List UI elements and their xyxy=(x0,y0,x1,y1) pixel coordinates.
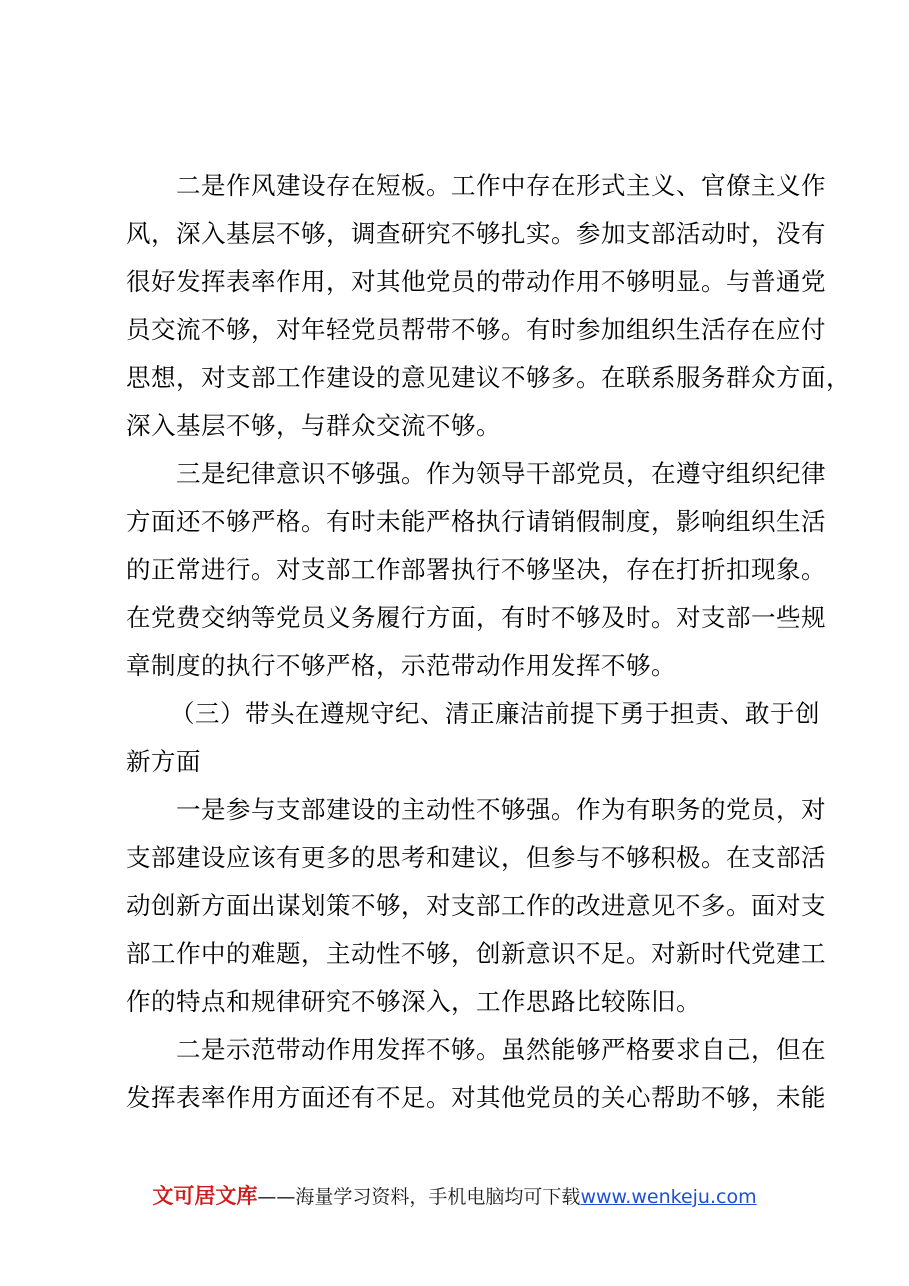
paragraph-line: 一是参与支部建设的主动性不够强。作为有职务的党员，对 xyxy=(176,795,826,824)
footer-url-link[interactable]: www.wenkeju.com xyxy=(580,1186,757,1208)
paragraph-line: 风，深入基层不够，调查研究不够扎实。参加支部活动时，没有 xyxy=(126,219,826,248)
paragraph-line: 在党费交纳等党员义务履行方面，有时不够及时。对支部一些规 xyxy=(126,603,826,632)
paragraph-line: 作的特点和规律研究不够深入，工作思路比较陈旧。 xyxy=(126,987,701,1016)
paragraph-line: 三是纪律意识不够强。作为领导干部党员，在遵守组织纪律 xyxy=(176,459,826,488)
paragraph-line: 深入基层不够，与群众交流不够。 xyxy=(126,411,501,440)
paragraph-line: 方面还不够严格。有时未能严格执行请销假制度，影响组织生活 xyxy=(126,507,826,536)
section-heading: 新方面 xyxy=(126,747,201,776)
paragraph-line: 思想，对支部工作建设的意见建议不够多。在联系服务群众方面， xyxy=(126,363,851,392)
paragraph-line: 二是作风建设存在短板。工作中存在形式主义、官僚主义作 xyxy=(176,171,826,200)
paragraph-line: 支部建设应该有更多的思考和建议，但参与不够积极。在支部活 xyxy=(126,843,826,872)
footer-brand: 文可居文库 xyxy=(152,1184,258,1208)
footer-tagline: ——海量学习资料，手机电脑均可下载 xyxy=(257,1186,581,1208)
paragraph-line: 部工作中的难题，主动性不够，创新意识不足。对新时代党建工 xyxy=(126,939,826,968)
paragraph-line: 员交流不够，对年轻党员帮带不够。有时参加组织生活存在应付 xyxy=(126,315,826,344)
footer-banner xyxy=(0,1180,909,1213)
paragraph-line: 很好发挥表率作用，对其他党员的带动作用不够明显。与普通党 xyxy=(126,267,826,296)
paragraph-line: 章制度的执行不够严格，示范带动作用发挥不够。 xyxy=(126,651,676,680)
paragraph-line: 的正常进行。对支部工作部署执行不够坚决，存在打折扣现象。 xyxy=(126,555,826,584)
paragraph-line: 二是示范带动作用发挥不够。虽然能够严格要求自己，但在 xyxy=(176,1035,826,1064)
section-heading: （三）带头在遵规守纪、清正廉洁前提下勇于担责、敢于创 xyxy=(170,699,820,728)
paragraph-line: 动创新方面出谋划策不够，对支部工作的改进意见不多。面对支 xyxy=(126,891,826,920)
paragraph-line: 发挥表率作用方面还有不足。对其他党员的关心帮助不够，未能 xyxy=(126,1083,826,1112)
